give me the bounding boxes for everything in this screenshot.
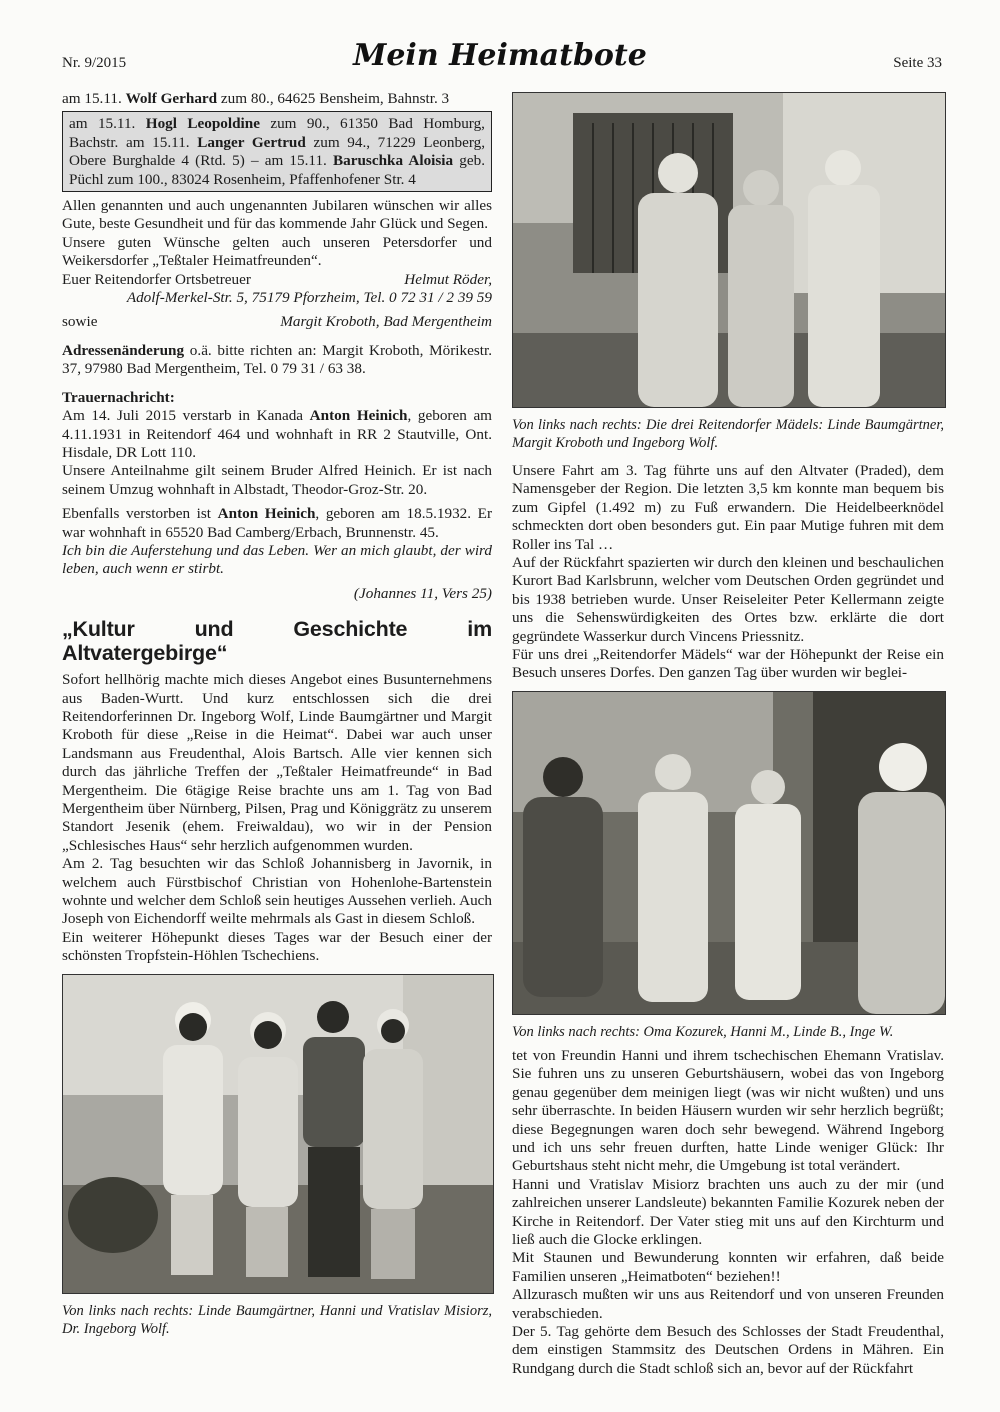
jubilar-name: Langer Gertrud: [197, 133, 306, 151]
photo-caption: Von links nach rechts: Linde Baumgärtner, Hanni und Vratislav Misiorz, Dr. Ingeborg Wolf.: [62, 1302, 492, 1337]
left-column: [62, 90, 492, 1338]
article-paragraph: Hanni und Vratislav Misiorz brachten uns auch zu der mir (und zahlreichen unserer Landsleute) bekannten Familie Kozurek neben der Kirche in Reitendorf. Der Vater stieg mit uns auf den Kirchturm und ließ auch die Glocke erklingen.: [512, 1175, 944, 1248]
bible-quote: Ich bin die Auferstehung und das Leben. Wer an mich glaubt, der wird leben, auch wenn er stirbt.: [62, 541, 492, 578]
article-paragraph: Sofort hellhörig machte mich dieses Angebot eines Busunternehmens aus Baden-Wurtt. Und kurz entschlossen sich die drei Reitendorferinnen Dr. Ingeborg Wolf, Linde Baumgärtner und Margit Kroboth für diese „Reise in die Heimat“. Dabei war auch unser Landsmann aus Freudenthal, Alois Bartsch. Alle vier kennen sich durch das jährliche Treffen der „Teßtaler Heimatfreunde“ in Bad Mergentheim. Die 6tägige Reise brachte uns am 1. Tag von Bad Mergentheim über Nürnberg, Pilsen, Prag und Königgrätz zu unserem Standort Jesenik (ehem. Freiwaldau), wo wir in der Pension „Schlesisches Haus“ sehr herzlich aufgenommen wurden.: [62, 671, 492, 854]
article-paragraph: tet von Freundin Hanni und ihrem tschechischen Ehemann Vratislav. Sie fuhren uns zu unseren Geburtshäusern, wobei das von Ingeborg genau gegenüber dem meinigen liegt (was wir nicht wußten) und uns sehr überraschte. In beiden Häusern wurden wir sehr herzlich begrüßt; diese Begegnungen waren doch sehr bewegend. Während Ingeborg und ich uns sehr freuen durften, hatte Linde weniger Glück: Ihr Geburtshaus steht nicht mehr, die Umgebung ist total verändert.: [512, 1046, 944, 1175]
article-paragraph: Für uns drei „Reitendorfer Mädels“ war der Höhepunkt der Reise ein Besuch unseres Dorfes. Den ganzen Tag über wurden wir beglei-: [512, 646, 944, 682]
photo-illustration: [513, 93, 945, 407]
article-paragraph: Am 2. Tag besuchten wir das Schloß Johannisberg in Javornik, in welchem auch Fürstbischof Christian von Hohenlohe-Bartenstein wohnte und welcher dem Schloß sein heutiges Aussehen verlieh. Auch Joseph von Eichendorff weilte mehrmals als Gast in diesem Schloß.: [62, 855, 492, 928]
obituary-paragraph: Am 14. Juli 2015 verstarb in Kanada Anton Heinich, geboren am 4.11.1931 in Reitendorf 464 und wohnhaft in RR 2 Stautville, Ont. Hisdale, DR Lott 110.: [62, 407, 492, 461]
jubilar-name: Baruschka Aloisia: [333, 152, 454, 170]
article-title: „Kultur und Geschichte im Altvatergebirge“: [62, 617, 492, 666]
jubilar-name: Wolf Gerhard: [125, 90, 218, 107]
quote-source: (Johannes 11, Vers 25): [353, 584, 492, 602]
photo-three-women-house: [512, 92, 946, 408]
signature-address: Adolf-Merkel-Str. 5, 75179 Pforzheim, Tel. 0 72 31 / 2 39 59: [126, 289, 492, 307]
birthday-entry: am 15.11. Wolf Gerhard zum 80., 64625 Bensheim, Bahnstr. 3: [62, 90, 450, 107]
signature-name: Helmut Röder,: [404, 270, 492, 288]
obituary-paragraph: Ebenfalls verstorben ist Anton Heinich, geboren am 18.5.1932. Er war wohnhaft in 65520 Bad Camberg/Erbach, Brunnenstr. 45.: [62, 505, 493, 541]
signature-name: Margit Kroboth, Bad Mergentheim: [280, 313, 492, 331]
obituary-heading: Trauernachricht:: [62, 388, 175, 406]
article-paragraph: Mit Staunen und Bewunderung konnten wir erfahren, daß beide Familien unseren „Heimatboten“ beziehen!!: [512, 1249, 944, 1285]
page-number: Seite 33: [893, 55, 942, 71]
wishes-paragraph: Allen genannten und auch ungenannten Jubilaren wünschen wir alles Gute, beste Gesundheit und für das kommende Jahr Glück und Segen.: [62, 197, 492, 233]
article-paragraph: Ein weiterer Höhepunkt dieses Tages war der Besuch einer der schönsten Tropfstein-Höhlen Tschechiens.: [62, 928, 492, 965]
jubilar-name: Hogl Leopoldine: [145, 115, 260, 133]
photo-four-women-garden: [512, 691, 946, 1015]
photo-illustration: [513, 692, 945, 1014]
photo-caption: Von links nach rechts: Die drei Reitendorfer Mädels: Linde Baumgärtner, Margit Kroboth und Ingeborg Wolf.: [512, 417, 944, 451]
article-paragraph: Unsere Fahrt am 3. Tag führte uns auf den Altvater (Praded), dem Namensgeber der Region. Die letzten 3,5 km konnte man bequem bis zum Gipfel (1.492 m) zu Fuß erwandern. Die Heidelbeerknödel schmeckten dort oben besonders gut. Ein paar Mutige fuhren mit dem Roller ins Tal …: [512, 462, 944, 553]
issue-number: Nr. 9/2015: [62, 55, 127, 71]
photo-caption: Von links nach rechts: Oma Kozurek, Hanni M., Linde B., Inge W.: [512, 1023, 894, 1040]
article-paragraph: Der 5. Tag gehörte dem Besuch des Schlosses der Stadt Freudenthal, dem einstigen Stammsitz des Deutschen Ordens in Mähren. Ein Rundgang durch die Stadt schloß sich an, bevor auf der Rückfahrt: [512, 1322, 944, 1377]
address-change: Adressenänderung o.ä. bitte richten an: Margit Kroboth, Mörikestr. 37, 97980 Bad Mergentheim, Tel. 0 79 31 / 63 38.: [62, 341, 492, 378]
obituary-paragraph: Unsere Anteilnahme gilt seinem Bruder Alfred Heinich. Er ist nach seinem Umzug wohnhaft in Albstadt, Theodor-Groz-Str. 20.: [62, 462, 492, 498]
birthday-box: am 15.11. Hogl Leopoldine zum 90., 61350 Bad Homburg, Bachstr. am 15.11. Langer Gertrud zum 94., 71229 Leonberg, Obere Burghalde 4 (Rtd. 5) – am 15.11. Baruschka Aloisia geb. Püchl zum 100., 83024 Rosenheim, Pfaffenhofener Str. 4: [62, 111, 492, 192]
signature-line: sowie Margit Kroboth, Bad Mergentheim: [62, 313, 492, 331]
article-paragraph: Auf der Rückfahrt spazierten wir durch den kleinen und beschaulichen Kurort Bad Karlsbrunn, welcher vom Deutschen Orden gegründet und bis 1938 betrieben wurde. Unser Reiseleiter Peter Kellermann zeigte uns die Sehenswürdigkeiten des Ortes bzw. erklärte die dort gegründete Wasserkur durch Vincens Priessnitz.: [512, 554, 944, 645]
wishes-paragraph: Unsere guten Wünsche gelten auch unseren Petersdorfer und Weikersdorfer „Teßtaler Heimatfreunden“.: [62, 233, 492, 270]
article-paragraph: Allzurasch mußten wir uns aus Reitendorf und von unseren Freunden verabschieden.: [512, 1286, 944, 1322]
photo-group-four: [62, 974, 494, 1294]
right-column: [512, 92, 944, 1378]
signature-line: Euer Reitendorfer Ortsbetreuer Helmut Röder,: [62, 270, 492, 288]
photo-illustration: [63, 975, 493, 1293]
masthead-logo: Mein Heimatbote: [353, 38, 647, 73]
